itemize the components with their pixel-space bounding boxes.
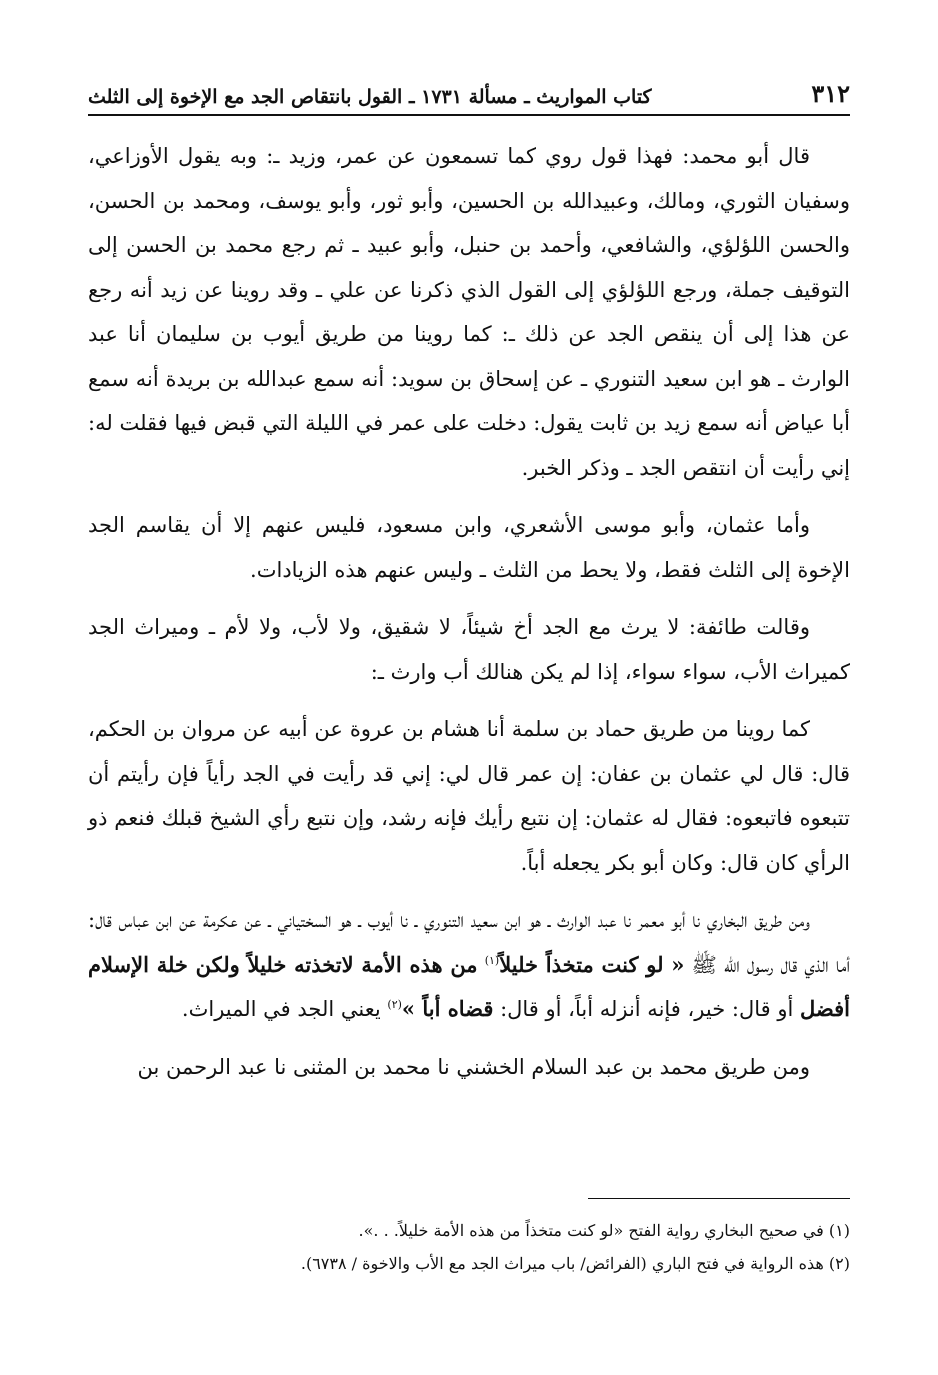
page-header	[88, 74, 850, 116]
footnote-1: (١) في صحيح البخاري رواية الفتح «لو كنت متخذاً من هذه الأمة خليلاً. . .».	[358, 1221, 850, 1240]
footnote-ref-1: (١)	[484, 953, 500, 967]
page-number: ٣١٢	[811, 79, 850, 108]
paragraph-5-isnad: ومن طريق البخاري نا أبو معمر نا عبد الوارث ـ هو ابن سعيد التنوري ـ نا أيوب ـ هو السختياني ـ عن عكرمة عن ابن عباس قال: أما الذي قال رسول الله ﷺ	[88, 908, 850, 977]
footnote-ref-2: (٢)	[387, 998, 402, 1011]
paragraph-6: ومن طريق محمد بن عبد السلام الخشني نا محمد بن المثنى نا عبد الرحمن بن	[137, 1054, 810, 1079]
hadith-text-a: « لو كنت متخذاً خليلاً	[499, 951, 685, 977]
paragraph-5	[88, 898, 850, 1032]
footnotes	[88, 1214, 850, 1280]
paragraph-2: وأما عثمان، وأبو موسى الأشعري، وابن مسعود، فليس عنهم إلا أن يقاسم الجد الإخوة إلى الثلث فقط، ولا يحط من الثلث ـ وليس عنهم هذه الزيادات.	[88, 513, 850, 582]
paragraph-1: قال أبو محمد: فهذا قول روي كما تسمعون عن عمر، وزيد ـ: وبه يقول الأوزاعي، وسفيان الثوري، ومالك، وعبيدالله بن الحسين، وأبو ثور، وأبو يوسف، ومحمد بن الحسن، والحسن اللؤلؤي، والشافعي، وأحمد بن حنبل، وأبو عبيد ـ ثم رجع محمد بن الحسن إلى التوقيف جملة، ورجع اللؤلؤي إلى القول الذي ذكرنا عن علي ـ وقد روينا عن زيد أنه رجع عن هذا إلى أن ينقص الجد عن ذلك ـ: كما روينا من طريق أيوب بن سليمان أنا عبد الوارث ـ هو ابن سعيد التنوري ـ عن إسحاق بن سويد: أنه سمع عبدالله بن بريدة أنه سمع أبا عياض أنه سمع زيد بن ثابت يقول: دخلت على عمر في الليلة التي قبض فيها فقلت له: إني رأيت أن انتقص الجد ـ وذكر الخبر.	[88, 144, 850, 480]
hadith-text-c: قضاه أباً »	[401, 996, 494, 1021]
book-page	[88, 74, 850, 1374]
footnote-2: (٢) هذه الرواية في فتح الباري (الفرائض/ باب ميراث الجد مع الأب والاخوة / ٦٧٣٨).	[300, 1254, 850, 1273]
hadith-text-b: من هذه الأمة لاتخذته خليلاً ولكن خلة الإسلام أفضل	[88, 951, 850, 1021]
paragraph-5-end: يعني الجد في الميراث.	[181, 997, 381, 1021]
paragraph-4: كما روينا من طريق حماد بن سلمة أنا هشام بن عروة عن أبيه عن مروان بن الحكم، قال: قال لي عثمان بن عفان: إن عمر قال لي: إني قد رأيت في الجد رأياً فإن رأيتم أن تتبعوه فاتبعوه: فقال له عثمان: إن نتبع رأيك فإنه رشد، وإن نتبع رأي الشيخ قبلك فنعم ذو الرأي كان قال: وكان أبو بكر يجعله أباً.	[88, 717, 850, 875]
paragraph-3: وقالت طائفة: لا يرث مع الجد أخ شيئاً، لا شقيق، ولا لأب، ولا لأم ـ وميراث الجد كميراث الأب، سواء سواء، إذا لم يكن هنالك أب وارث ـ:	[88, 615, 850, 684]
footnote-separator	[588, 1198, 850, 1199]
main-text	[88, 134, 850, 1089]
paragraph-5-middle: أو قال: خير، فإنه أنزله أباً، أو قال:	[500, 997, 794, 1021]
running-title: كتاب المواريث ـ مسألة ١٧٣١ ـ القول بانتقاص الجد مع الإخوة إلى الثلث	[88, 86, 652, 108]
